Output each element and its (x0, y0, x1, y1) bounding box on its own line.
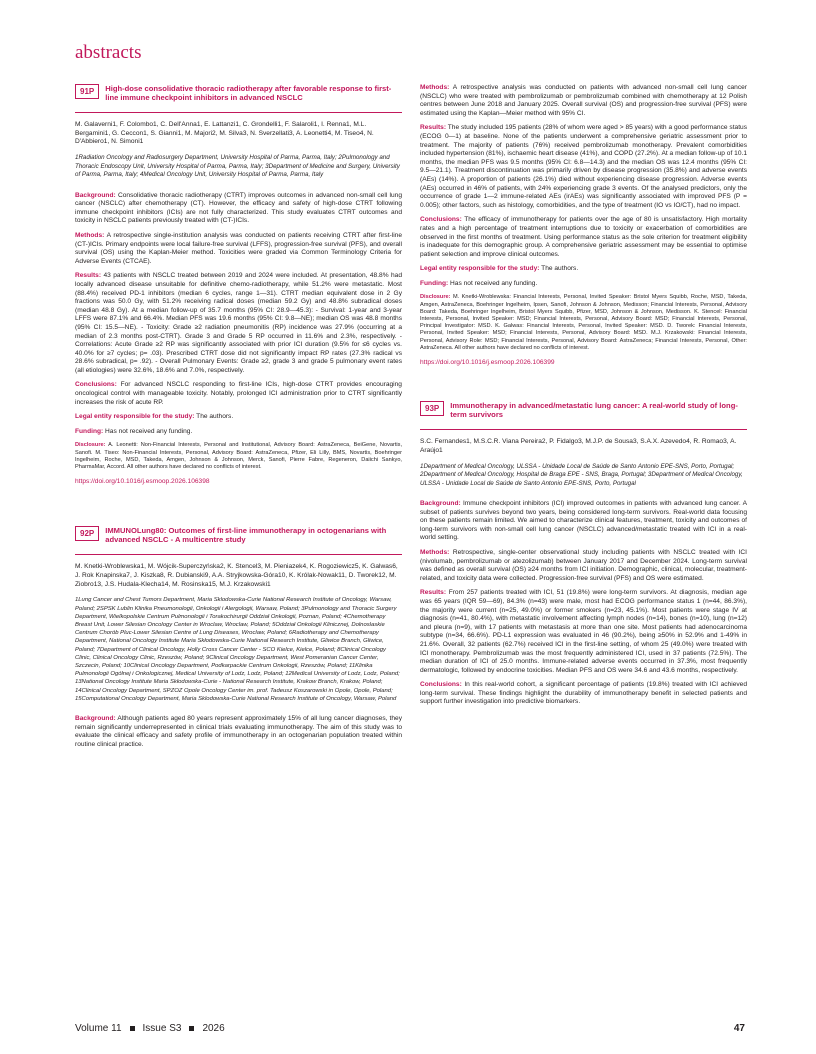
legal-text: The authors. (541, 265, 579, 273)
results-text: 43 patients with NSCLC treated between 2019 and 2024 were included. At presentation, 48.8% had locally advanced disease unsuitable for definitive chemo-radiotherapy, while 51.2% were metastatic. Most (88.4%) received PD-1 inhibitors (median 6 cycles, range 1—31). CTRT median equivalent dose in 2 Gy fractions was 50.0 Gy, with 51.2% receiving radical doses (median 59.2 Gy) and 48.8% subradical doses (median 48.8 Gy). At a median follow-up of 35.7 months (95% CI: 28.9—45.3): - Survival: 1-year and 3-year LFFS were 87.1% and 66.4%. Median PFS was 19.6 months (95% CI: 9.8—NE); median OS was 48.8 months (95% CI: 15.5—NE). - Toxicity: Grade ≥2 radiation pneumonitis (RP) incidence was 27.9% (occurring at a median of 2.3 months post-CTRT). Grade 3 and Grade 5 RP occurred in 11.6% and 2.3%, respectively. - Correlations: Acute Grade ≥2 RP was significantly associated with prior ICI duration (9.5% for ≤6 cycles vs. 40.0% for ≥7 cycles; p= .03). Prescribed CTRT dose did not significantly impact RP rates (27.3% radical vs 28.6% subradical, p= .92). - Overall Pulmonary Events: Grade ≥2, grade 3 and grade 5 pulmonary event rates (all etiologies) were 32.6%, 18.6% and 7.0%, respectively. (75, 272, 402, 374)
affiliations: 1Radiation Oncology and Radiosurgery Department, University Hospital of Parma, Parma, Italy; 2Pulmonology and Thoracic Endoscopy Unit, University Hospital of Parma, Parma, Italy; 3Department of Medicine and Surgery, University of Parma, Parma, Italy; 4Medical Oncology Unit, University Hospital of Parma, Parma, Italy (75, 154, 400, 179)
title-divider (75, 554, 402, 555)
footer-separator (130, 1026, 135, 1031)
footer-volume: Volume 11 (75, 1023, 122, 1034)
conclusions-label: Conclusions: (75, 381, 117, 389)
abstract-92p (75, 526, 402, 749)
title-divider (75, 112, 402, 113)
funding-text: Has not received any funding. (450, 279, 538, 287)
background-label: Background: (420, 500, 461, 507)
right-column (420, 84, 747, 713)
footer-separator (189, 1026, 194, 1031)
background-label: Background: (75, 715, 116, 723)
disclosure-paragraph (420, 294, 747, 352)
footer-year: 2026 (202, 1023, 225, 1034)
abstract-92p-continued (420, 84, 747, 367)
legal-label: Legal entity responsible for the study: (420, 265, 540, 273)
results-label: Results: (420, 589, 447, 597)
conclusions-text: The efficacy of immunotherapy for patients over the age of 80 is unsatisfactory. High mortality rates and a high percentage of treatment interruptions due to toxicity or exacerbation of comorbidities are observed in the first months of treatment. Using performance status as the sole criterion for treatment eligibility is inadequate for this demographic group. A comprehensive geriatric assessment may be essential to optimise patient selection and improve clinical outcomes. (420, 216, 748, 258)
background-paragraph (75, 192, 402, 226)
abstract-id-badge: 92P (75, 526, 99, 541)
background-text: Although patients aged 80 years represent approximately 15% of all lung cancer diagnoses, they remain significantly underrepresented in clinical trials evaluating immunotherapy. The aim of this study was to evaluate the clinical efficacy and safety profile of immunotherapy in an octogenarian population treated within routine clinical practice. (75, 715, 402, 748)
conclusions-label: Conclusions: (420, 681, 462, 689)
doi-link[interactable]: https://doi.org/10.1016/j.esmoop.2026.106398 (75, 478, 210, 486)
results-label: Results: (420, 124, 447, 132)
affiliations: 1Lung Cancer and Chest Tumors Department, Maria Sklodowska-Curie National Research Institute of Oncology, Warsaw, Poland; 2SPSK Lublin Klinika Pneumonologii, Onkologii i Alergologii, Warsaw, Poland; 3Pulmonology and Thoracic Surgery Department, Wielkopolskie Centrum Pulmonologii i Torakochirurgii Oddział Onkologii, Poznan, Poland; 4Chemotherapy Breast Unit, Lower Silesian Oncology Center in Wroclaw, Wroclaw, Poland; 5Oddział Onkologii Klinicznej, Dolnoslaskie Centrum Chorób Pluc-Lower Silesian Centre of Lung Diseases, Wroclaw, Poland; 6Radiotherapy and Chemotherapy Department, National Oncology Institute Maria Skłodowska-Curie National Research Institute, Gliwice Branch, Gliwice, Poland; 7Department of Clinical Oncology, Holly Cross Cancer Center - SCO Kielce, Kielce, Poland; 8Clinical Oncology Clinic, Clinical Oncology Clinic, Rzeszów, Poland; 9Clinical Oncology Department, West Pomeranian Cancer Center, Szczecin, Poland; 10Clinical Oncology Department, Podkarpackie Centrum Onkologii, Rzeszów, Poland; 11Klinika Pulmonologii Ogólnej i Onkologicznej, Medical University of Lodz, Lodz, Poland; 12Medical University of Lodz, Lodz, Poland; 13National Oncology Institute Maria Skłodowska-Curie - National Research Institute, Krakow Branch, Krakow, Poland; 14Clinical Oncology Department, SPZOZ Opole Oncology Center im. prof. Tadeusz Koszarowski in Opole, Opole, Poland; 15Computational Oncology Department, Maria Sklodowska-Curie National Research Institute of Oncology, Warsaw, Poland (75, 597, 400, 702)
funding-label: Funding: (75, 427, 104, 435)
disclosure-text: A. Leonetti: Non-Financial Interests, Personal and Institutional, Advisory Board: AstraZeneca, BeiGene, Novartis, Sanofi. M. Tiseo: Non-Financial Interests, Personal, Advisory Board: AstraZeneca, Pfizer, Eli Lilly, BMS, Novartis, Boehringer Ingelheim, Roche, MSD, Takeda, Amgen, Johnson & Johnson, Merck, Sanofi, Pierre Fabre, Regeneron, Daiichi Sankyo, PharmaMar, Accord. All other authors have declared no conflicts of interest. (75, 442, 402, 471)
abstract-title: High-dose consolidative thoracic radiotherapy after favorable response to first-line immune checkpoint inhibitors in advanced NSCLC (105, 84, 392, 102)
methods-label: Methods: (420, 548, 450, 556)
background-paragraph-start (75, 715, 402, 749)
methods-text: Retrospective, single-center observational study including patients with NSCLC treated with ICI (nivolumab, pembrolizumab or atezolizumab) between January 2017 and December 2024. Long-term survival was defined as overall survival (OS) ≥24 months from ICI initiation. Demographic, clinical, molecular, treatment-related, and toxicity data were collected. Progression-free survival (PFS) and OS were estimated. (420, 548, 747, 582)
results-paragraph (420, 589, 747, 675)
conclusions-text: In this real-world cohort, a significant percentage of patients (19.8%) treated with ICI achieved long-term survival. These findings highlight the durability of immunotherapy benefit in selected patients and support further investigation into predictive biomarkers. (420, 681, 747, 706)
methods-paragraph (75, 232, 402, 266)
funding-text: Has not received any funding. (105, 427, 193, 435)
methods-label: Methods: (75, 231, 105, 239)
background-paragraph (420, 500, 747, 543)
disclosure-paragraph (75, 442, 402, 471)
background-label: Background: (75, 191, 116, 199)
abstract-title: IMMUNOLung80: Outcomes of first-line immunotherapy in octogenarians with advanced NSCLC - A multicentre study (105, 526, 387, 545)
methods-text: A retrospective single-institution analysis was conducted on patients receiving CTRT after first-line (CT-)ICIs. Primary endpoints were local failure-free survival (LFFS), progression-free survival (PFS), and overall survival (OS) using the Kaplan-Meier method. Toxicities were graded via Common Terminology Criteria for Adverse Events (CTCAE). (75, 231, 403, 265)
section-header: abstracts (75, 42, 142, 63)
abstract-id-badge: 91P (75, 84, 99, 99)
background-text: Consolidative thoracic radiotherapy (CTRT) improves outcomes in advanced non-small cell lung cancer (NSCLC) after chemotherapy (CT). However, the efficacy and safety of high-dose CTRT following immune checkpoint inhibitors (ICIs) are not fully characterized. This study evaluates CTRT outcomes and toxicity in NSCLC patients previously treated with (CT-)ICIs. (75, 191, 402, 225)
page-footer (75, 1023, 745, 1034)
funding-paragraph (420, 280, 747, 289)
authors: S.C. Fernandes1, M.S.C.R. Viana Pereira2, P. Fidalgo3, M.J.P. de Sousa3, S.A.X. Azevedo4, R. Romao3, A. Araújo1 (420, 438, 737, 454)
abstract-id-badge: 93P (420, 401, 444, 416)
abstract-title: Immunotherapy in advanced/metastatic lung cancer: A real-world study of long-term survivors (450, 401, 738, 420)
legal-entity-paragraph (75, 413, 402, 422)
methods-paragraph (420, 84, 747, 118)
page-number: 47 (733, 1023, 745, 1034)
background-text: Immune checkpoint inhibitors (ICI) improved outcomes in patients with advanced lung cancer. A subset of patients survives beyond two years, being considered long-term survivors. Real-world data focusing on these patients remain limited. We aimed to characterize clinical features, treatment, toxicity and outcomes of long-term survivors with non-small cell lung cancer (NSCLC) advanced/metastatic treated with ICI in a real-world setting. (420, 500, 747, 542)
methods-paragraph (420, 549, 747, 583)
disclosure-text: M. Knetki-Wroblewska: Financial Interests, Personal, Invited Speaker: Bristol Myers Squibb, Roche, MSD, Takeda, Amgen, AstraZeneca, Boehringer Ingelheim, Ipsen, Sanofi, Johnson & Johnson, Medisson; Financial Interests, Personal, Advisory Board: Takeda, Boehringer Ingelheim, Bristol Myers Squibb, Pfizer, MSD, Johnson & Johnson, Medisson. K. Stencel: Financial Interests, Personal, Invited Speaker: MSD; Financial Interests, Personal, Advisory Board: MSD; Financial Interests, Personal, Principal Investigator: MSD. K. Galwas: Financial Interests, Personal, Invited Speaker: MSD. D. Tworek: Financial Interests, Personal, Invited Speaker: MSD; Financial Interests, Personal, Advisory Board: MSD. M.J. Krzakowski: Financial Interests, Personal, Advisory Role: MSD; Financial Interests, Personal, Advisory Board: AstraZeneca; Financial Interests, Personal, Other: AstraZeneca. All other authors have declared no conflicts of interest. (420, 294, 747, 351)
methods-text: A retrospective analysis was conducted on patients with advanced non-small cell lung cancer (NSCLC) who were treated with pembrolizumab or pembrolizumab combined with chemotherapy at 12 Polish centres between June 2018 and January 2025. Overall survival (OS) and progression-free survival (PFS) were estimated using the Kaplan—Meier method with 95% CI. (420, 84, 747, 117)
conclusions-label: Conclusions: (420, 216, 462, 224)
legal-text: The authors. (196, 413, 234, 421)
left-column (75, 84, 402, 755)
legal-label: Legal entity responsible for the study: (75, 413, 195, 421)
funding-paragraph (75, 428, 402, 437)
results-label: Results: (75, 272, 102, 280)
authors: M. Galaverni1, F. Colombo1, C. Dell'Anna1, E. Lattanzi1, C. Grondelli1, F. Salaroli1, I. Renna1, M.L. Bergamini1, G. Ceccon1, S. Gianni1, M. Majori2, M. Silva3, N. Sverzellati3, A. Leonetti4, M. Tiseo4, N. D'Abbiero1, N. Simoni1 (75, 121, 374, 146)
abstract-title-row (420, 401, 747, 419)
affiliations: 1Department of Medical Oncology, ULSSA - Unidade Local de Saúde de Santo Antonio EPE-SNS, Porto, Portugal; 2Department of Medical Oncology, Hospital de Braga EPE - SNS, Braga, Portugal; 3Department of Medical Oncology, ULSSA - Unidade Local de Saúde de Santo Antonio EPE-SNS, Porto, Portugal (420, 462, 743, 487)
authors: M. Knetki-Wroblewska1, M. Wójcik-Superczyńska2, K. Stencel3, M. Pieniazek4, K. Rogoziewicz5, K. Galwas6, J. Rok Knapinska7, J. Kiszka8, R. Dubianski9, A.A. Stryjkowska-Góra10, K. Królak-Nowak11, D. Tworek12, M. Ziobro13, J.S. Hudala-Klecha14, M. Rosinska15, M.J. Krzakowski1 (75, 563, 398, 588)
abstract-93p (420, 401, 747, 707)
abstract-title-row (75, 526, 402, 544)
footer-issue: Issue S3 (142, 1023, 182, 1034)
abstract-91p (75, 84, 402, 486)
doi-link[interactable]: https://doi.org/10.1016/j.esmoop.2026.106399 (420, 359, 555, 367)
funding-label: Funding: (420, 279, 449, 287)
disclosure-label: Disclosure: (420, 294, 451, 301)
disclosure-label: Disclosure: (75, 442, 106, 449)
results-text: The study included 195 patients (28% of whom were aged > 85 years) with a good performance status (ECOG 0—1) at baseline. None of the patients underwent a comprehensive geriatric assessment prior to treatment. The majority of patients (76%) received pembrolizumab monotherapy. Prevalent comorbidities included hypertension (81%), ischaemic heart disease (41%), and COPD (27.2%). At a median follow-up of 10.1 months, the median PFS was 9.5 months (95% CI: 6.8—14.3) and the median OS was 12.4 months (95% CI: 9.5—21.1). Treatment discontinuation was primarily driven by disease progression (35.8%) and adverse events (AEs) (14%). A proportion of patients (26.1%) died without experiencing disease progression. Adverse events (AEs) occurred in 46% of patients, with 24% experiencing grade 3 events. Of the analysed predictors, only the occurrence of grade 1—2 immune-related AEs (irAEs) was significantly associated with improved PFS (P = 0.005); other factors, such as histology, comorbidities, and the type of treatment (IO vs IO/CT), had no impact. (420, 124, 747, 209)
conclusions-paragraph (420, 681, 747, 707)
results-paragraph (420, 124, 747, 210)
abstract-title-row (75, 84, 402, 102)
conclusions-paragraph (420, 216, 747, 259)
conclusions-paragraph (75, 381, 402, 407)
conclusions-text: For advanced NSCLC responding to first-line ICIs, high-dose CTRT provides encouraging oncological control with manageable toxicity. Notably, prolonged ICI administration prior to CTRT significantly increases the risk of acute RP. (75, 381, 402, 406)
results-paragraph (75, 272, 402, 375)
title-divider (420, 429, 747, 430)
methods-label: Methods: (420, 84, 450, 91)
results-text: From 257 patients treated with ICI, 51 (19.8%) were long-term survivors. At diagnosis, median age was 65 years (IQR 59—69), 84.3% (n=43) were male, most had ECOG performance status 1 (n=44, 86.3%), the majority were current (n=25, 49.0%) or former smokers (n=23, 45.1%). Most patients were stage IV at diagnosis (n=41, 80.4%), with metastatic involvement affecting lymph nodes (n=14), bones (n=10), lung (n=12) and pleura (n=9), with 17 patients with metastasis at more than one site. Most patients had adenocarcinoma subtype (n=34, 66.6%). PD-L1 expression was evaluated in 46 (90.2%), being ≥50% in 52.9% and 1-49% in 21.6%. Overall, 32 patients (62.7%) received ICI in the first-line setting, of whom 25 (49.0%) were treated with ICI monotherapy. Pembrolizumab was the most frequently administered ICI, used in 37 patients (72.5%). The median duration of ICI of 25.0 months. Immune-related adverse events occurred in 37.3%, most frequently dermatologic, followed by endocrine toxicities. Median PFS and OS were 34.6 and 43.6 months, respectively. (420, 589, 747, 674)
legal-entity-paragraph (420, 265, 747, 274)
